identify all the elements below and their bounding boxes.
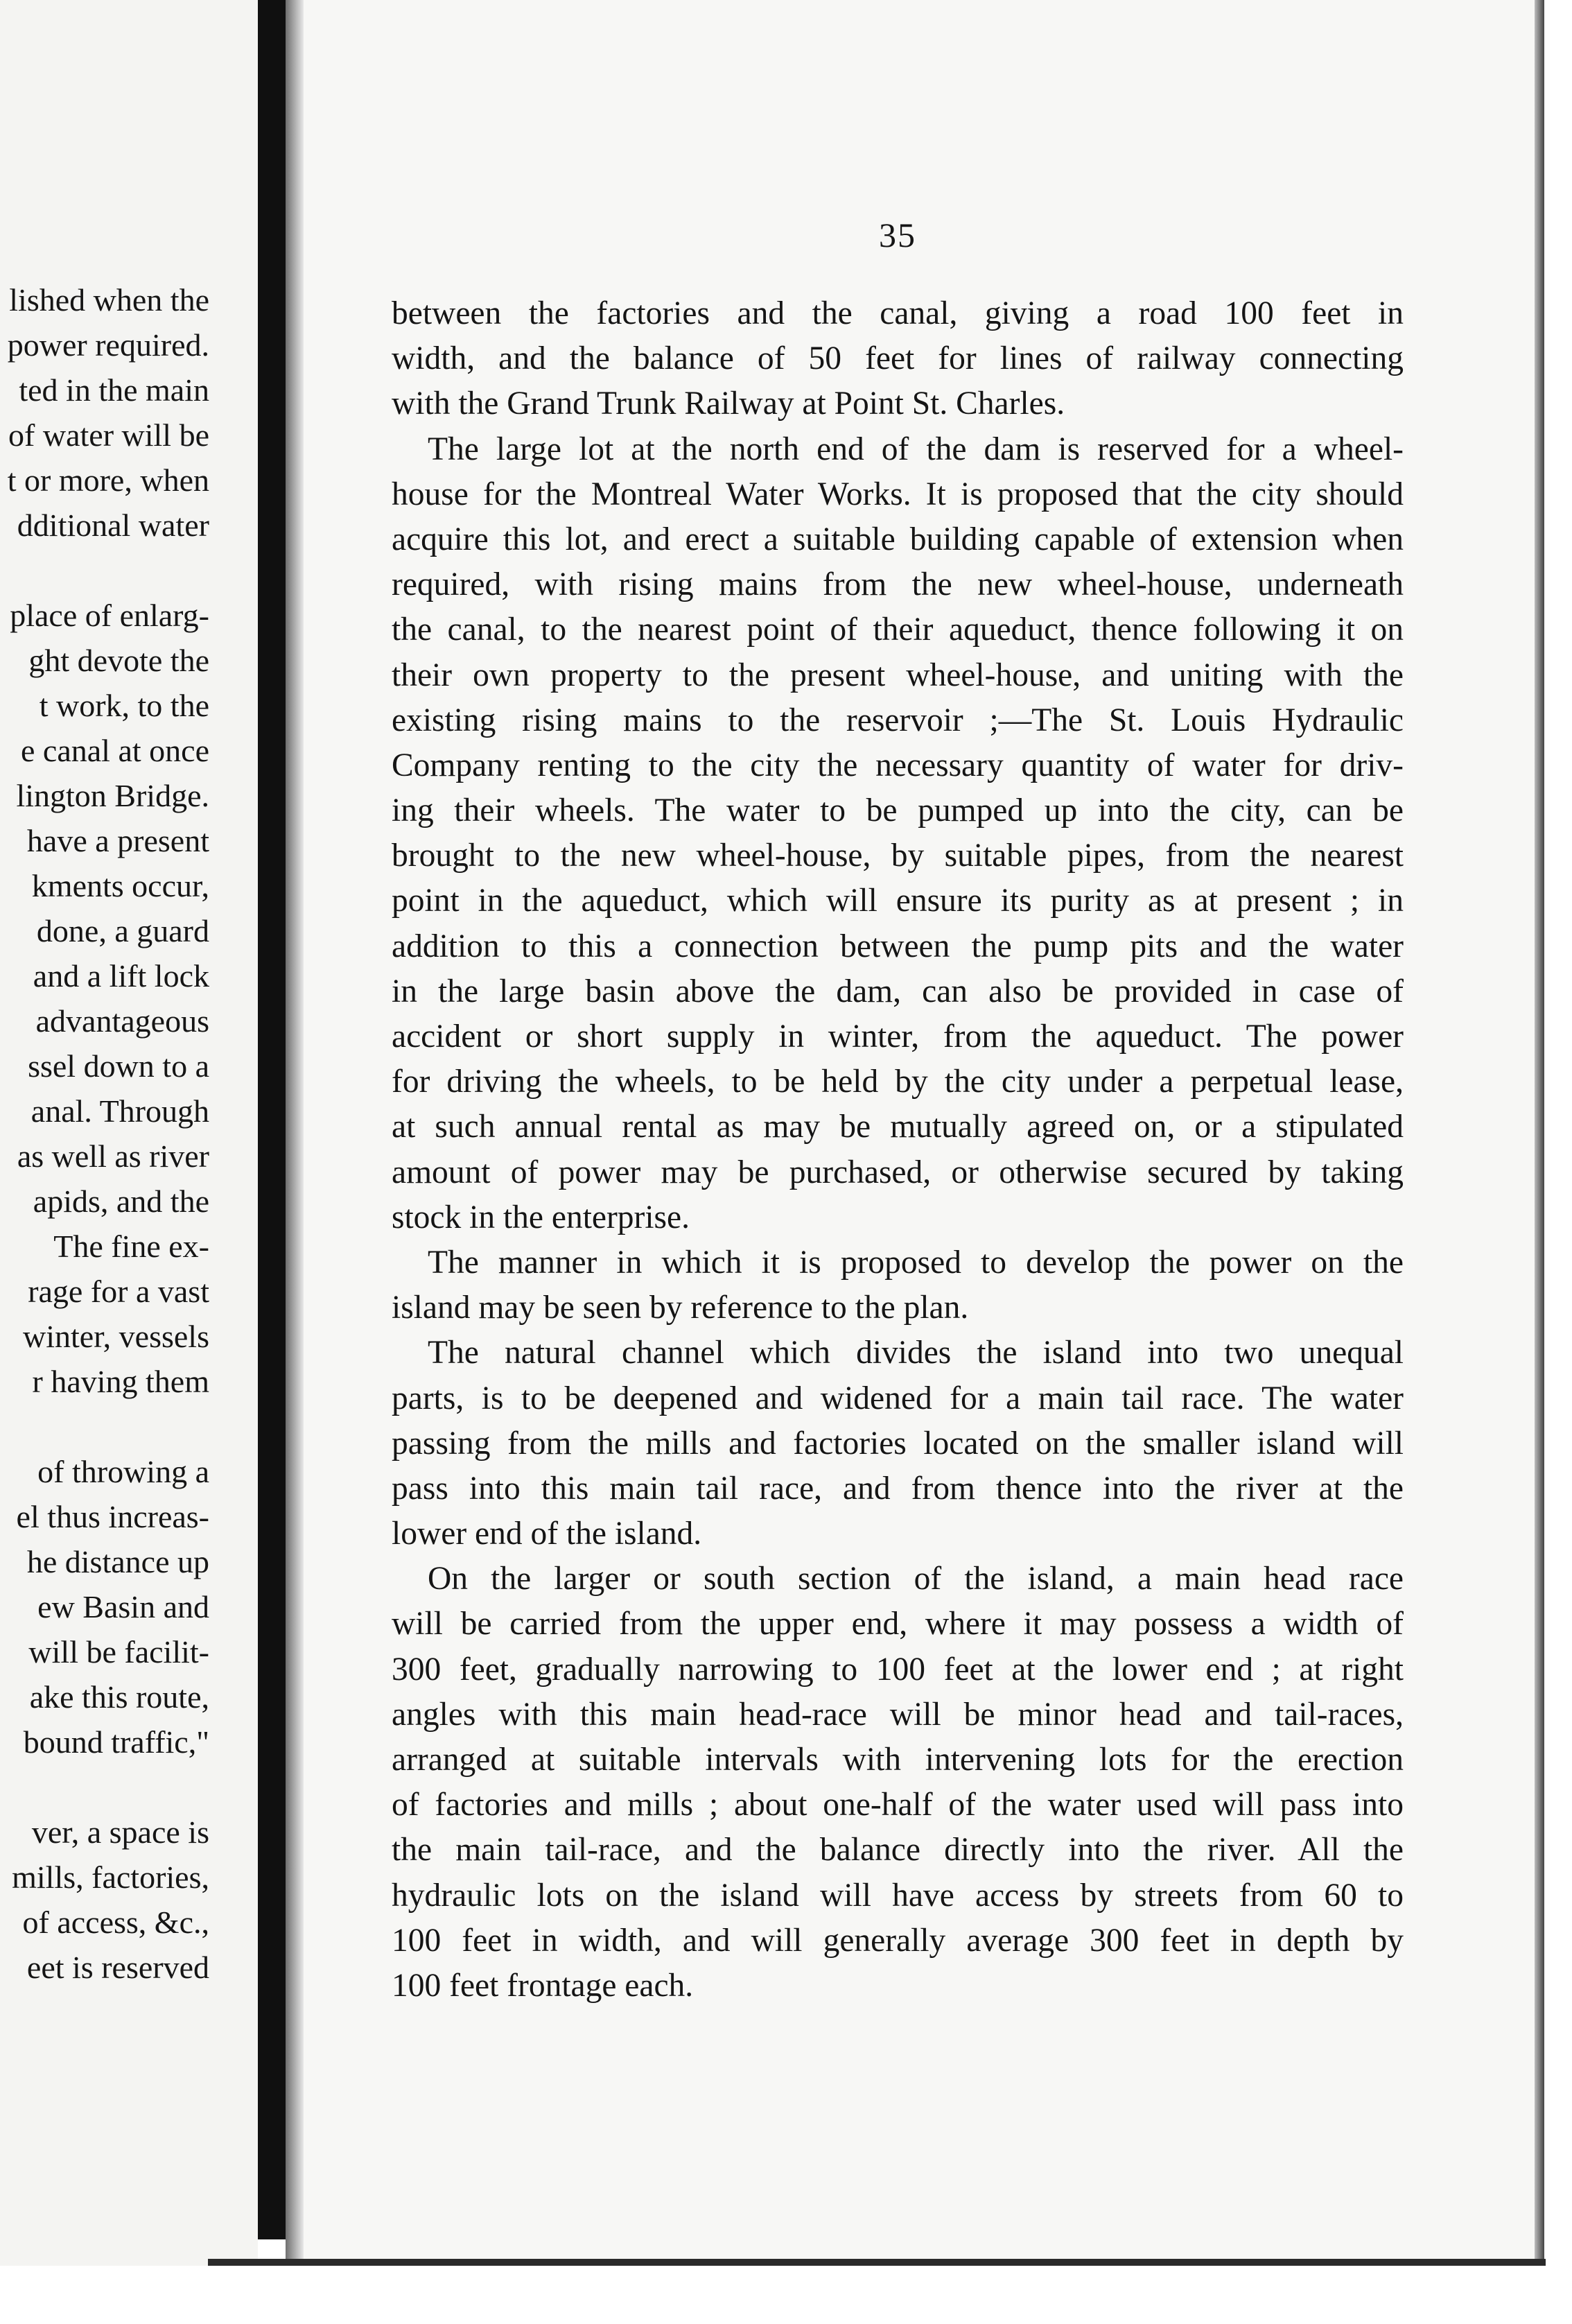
paragraph: [392, 1240, 1404, 1330]
left-page-line: ew Basin and: [37, 1589, 209, 1624]
text-line: lower end of the island.: [392, 1516, 702, 1552]
left-page-line: t or more, when: [7, 462, 209, 498]
left-page-line: will be facilit-: [28, 1634, 209, 1670]
left-page-line: place of enlarg-: [10, 598, 209, 633]
text-line: amount of power may be purchased, or otherwise secured by taking: [392, 1154, 1404, 1190]
text-line: will be carried from the upper end, where it may possess a width of: [392, 1606, 1404, 1642]
text-line: existing rising mains to the reservoir ;—The St. Louis Hydraulic: [392, 702, 1404, 738]
text-line: passing from the mills and factories located on the smaller island will: [392, 1425, 1404, 1462]
text-line: On the larger or south section of the island, a main head race: [428, 1561, 1404, 1597]
left-page-text: [0, 277, 209, 1990]
paragraph: [392, 1556, 1404, 2009]
left-page-line: bound traffic,": [23, 1724, 209, 1760]
left-page-line: eet is reserved: [26, 1950, 209, 1985]
text-line: in the large basin above the dam, can also be provided in case of: [392, 973, 1404, 1009]
left-page-line: of throwing a: [37, 1454, 209, 1489]
text-line: pass into this main tail race, and from thence into the river at the: [392, 1470, 1404, 1507]
text-line: 100 feet frontage each.: [392, 1967, 694, 2004]
left-page-line: dditional water: [17, 508, 209, 543]
body-text: [392, 291, 1404, 2009]
text-line: hydraulic lots on the island will have access by streets from 60 to: [392, 1877, 1404, 1914]
left-page-line: of water will be: [8, 417, 209, 453]
text-line: with the Grand Trunk Railway at Point St. Charles.: [392, 385, 1065, 422]
left-page-line: ver, a space is: [31, 1814, 209, 1850]
text-line: The natural channel which divides the island into two unequal: [428, 1335, 1404, 1371]
page-right-edge: [1535, 0, 1544, 2266]
left-page-line: power required.: [7, 327, 209, 363]
text-line: the main tail-race, and the balance directly into the river. All the: [392, 1832, 1404, 1868]
page-number: 35: [879, 216, 916, 254]
text-line: island may be seen by reference to the plan.: [392, 1290, 969, 1326]
text-line: point in the aqueduct, which will ensure its purity as at present ; in: [392, 883, 1404, 919]
spine-shadow: [286, 0, 304, 2260]
text-line: angles with this main head-race will be minor head and tail-races,: [392, 1696, 1404, 1733]
text-line: stock in the enterprise.: [392, 1199, 690, 1235]
text-line: brought to the new wheel-house, by suitable pipes, from the nearest: [392, 838, 1404, 874]
left-page-line: done, a guard: [36, 913, 209, 948]
text-line: addition to this a connection between the pump pits and the water: [392, 928, 1404, 964]
left-page-gap: [0, 1404, 209, 1449]
left-page-line: mills, factories,: [12, 1859, 209, 1895]
paragraph: [392, 1330, 1404, 1556]
left-page-line: anal. Through: [30, 1093, 209, 1129]
text-line: accident or short supply in winter, from the aqueduct. The power: [392, 1018, 1404, 1055]
text-line: the canal, to the nearest point of their aqueduct, thence following it on: [392, 612, 1404, 648]
left-page-line: apids, and the: [33, 1183, 209, 1219]
left-page-line: and a lift lock: [33, 958, 209, 994]
left-page-line: ake this route,: [29, 1679, 209, 1715]
left-page-line: have a present: [26, 823, 209, 858]
left-page-line: e canal at once: [21, 733, 209, 768]
text-line: ing their wheels. The water to be pumped up into the city, can be: [392, 792, 1404, 829]
scan-background: [0, 2266, 1572, 2324]
text-line: Company renting to the city the necessary quantity of water for driv-: [392, 747, 1404, 783]
left-page-line: winter, vessels: [23, 1319, 209, 1354]
left-page-line: ted in the main: [19, 372, 209, 408]
text-line: arranged at suitable intervals with intervening lots for the erection: [392, 1742, 1404, 1778]
text-line: at such annual rental as may be mutually agreed on, or a stipulated: [392, 1109, 1404, 1145]
left-page-line: ght devote the: [28, 643, 209, 678]
left-page-line: r having them: [32, 1364, 209, 1399]
text-line: parts, is to be deepened and widened for a main tail race. The water: [392, 1380, 1404, 1416]
text-line: width, and the balance of 50 feet for lines of railway connecting: [392, 340, 1404, 377]
left-page-line: kments occur,: [31, 868, 209, 903]
left-page-line: of access, &c.,: [22, 1905, 209, 1940]
left-page-gap: [0, 1764, 209, 1810]
left-page-line: lington Bridge.: [16, 778, 209, 813]
text-line: required, with rising mains from the new wheel-house, underneath: [392, 566, 1404, 603]
left-page-line: el thus increas-: [16, 1499, 209, 1534]
left-page-fragment: [0, 0, 258, 2324]
left-page-line: as well as river: [17, 1138, 209, 1174]
text-line: The large lot at the north end of the dam is reserved for a wheel-: [428, 431, 1404, 467]
text-line: 100 feet in width, and will generally average 300 feet in depth by: [392, 1922, 1404, 1959]
text-line: house for the Montreal Water Works. It is proposed that the city should: [392, 476, 1404, 512]
text-line: of factories and mills ; about one-half of the water used will pass into: [392, 1787, 1404, 1823]
book-spine: [258, 0, 286, 2239]
left-page-line: lished when the: [9, 282, 209, 318]
text-line: The manner in which it is proposed to develop the power on the: [428, 1244, 1404, 1281]
left-page-line: t work, to the: [39, 688, 209, 723]
left-page-line: The fine ex-: [53, 1229, 209, 1264]
paragraph: [392, 291, 1404, 427]
paragraph: [392, 427, 1404, 1240]
text-line: 300 feet, gradually narrowing to 100 feet at the lower end ; at right: [392, 1651, 1404, 1688]
left-page-gap: [0, 548, 209, 593]
left-page-line: rage for a vast: [28, 1274, 209, 1309]
left-page-line: advantageous: [35, 1003, 209, 1039]
page-bottom-edge: [208, 2259, 1546, 2266]
text-line: acquire this lot, and erect a suitable building capable of extension when: [392, 521, 1404, 557]
text-line: their own property to the present wheel-house, and uniting with the: [392, 657, 1404, 693]
text-line: for driving the wheels, to be held by the city under a perpetual lease,: [392, 1064, 1404, 1100]
left-page-line: ssel down to a: [28, 1048, 209, 1084]
left-page-line: he distance up: [26, 1544, 209, 1579]
text-line: between the factories and the canal, giving a road 100 feet in: [392, 295, 1404, 331]
